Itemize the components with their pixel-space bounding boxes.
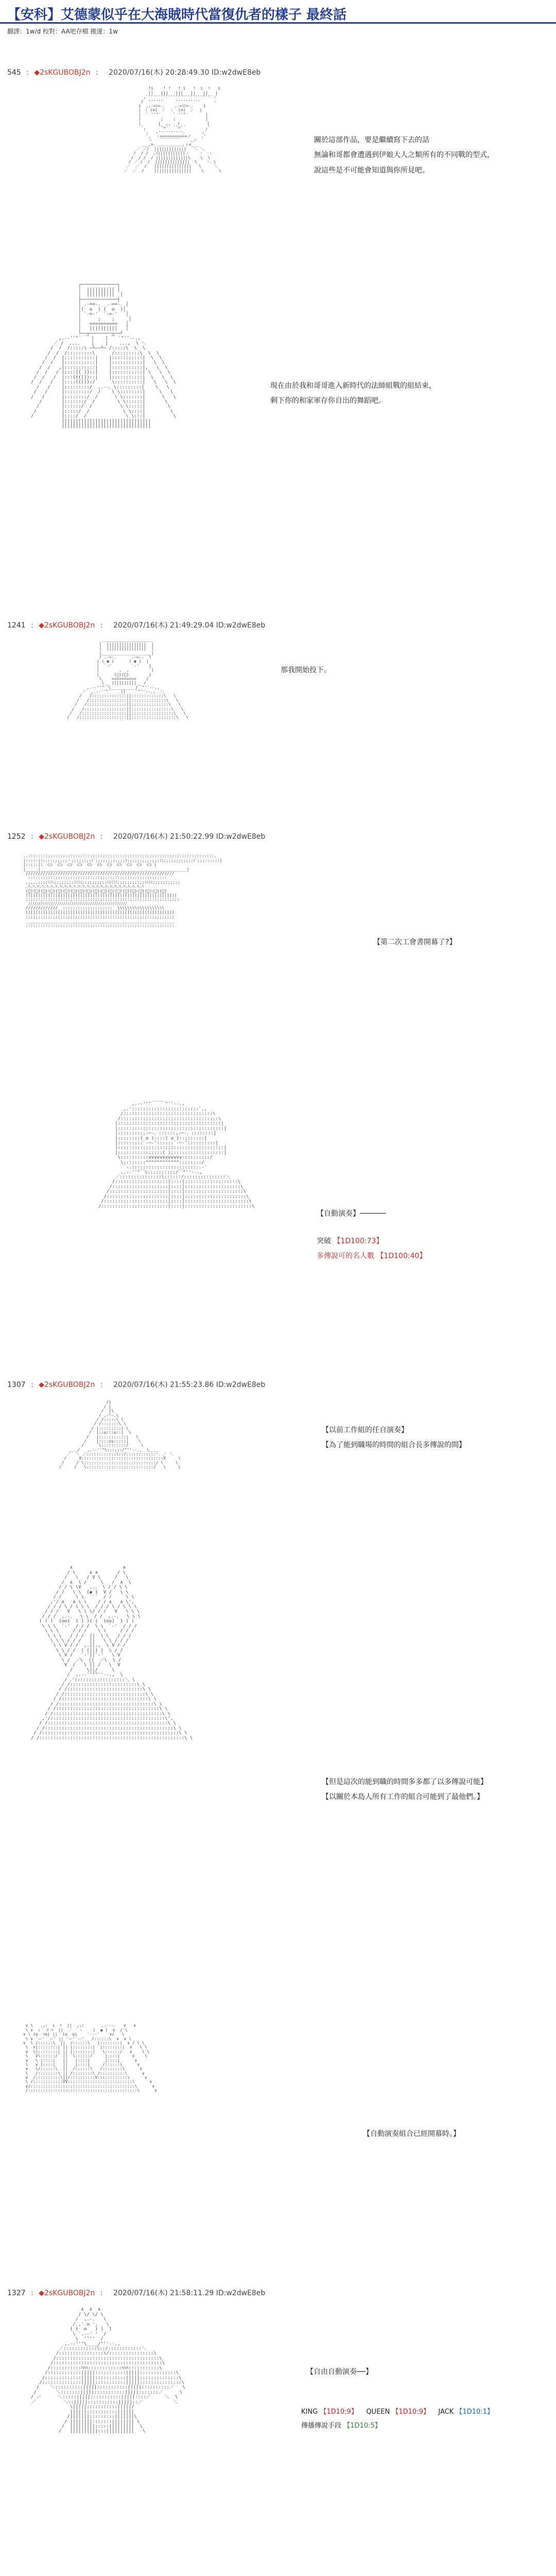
roll-value: 【1D10:9】: [392, 2408, 430, 2416]
separator: :: [95, 69, 98, 77]
separator: :: [100, 833, 103, 841]
speech-line: 無論和哥都會遭遇到伊娘大人之類所有的不同戰的型式，: [314, 151, 494, 160]
speech-block: [301, 2405, 494, 2433]
post-header: [7, 831, 265, 841]
speech-block: [322, 1423, 466, 1453]
separator: :: [31, 833, 33, 841]
roll-label: QUEEN: [366, 2408, 390, 2416]
separator: :: [31, 1381, 33, 1389]
speech-block: [281, 663, 331, 678]
post-number[interactable]: 1307: [7, 1381, 26, 1389]
ascii-art-portrait-1: !i ! ! ! i ! i ! i || ||| ||| || || | ,ﾞ''''''''''''''''''''''''''ヽ / '''''' '''''''''' ヽ i .,-=ﾆ=-、 ,-=ﾆﾆ=-. i | 〈 (⊙) 〉 〈 (⊙) 〉 | | ` ''"´ ` ''"´ | | ; ; | | ( ,、 ) | ', `'='´ `'='´ ,' ', ,-‐‐‐‐‐‐‐‐-、 ,' ', ヽ===========ノ ,' ヽ ￣￣￣￣￣ ,ノ ___,>、＿＿＿＿＿＿,ィ<___ ／ ／/ ||||||||||||| ＼ ＼ / / / ,ｲ|||||||||||ヽ ヽ ヽ / / / / |||||||||||||\ \ \ / ／ / / |||||||||||||| \ ＼ \ ／ ／ / ||||||||||||||| \ ＼ ／ ／ / ||||||||||||||| \ \: [124, 86, 221, 173]
ascii-art-battle-figure: ∧ ∧ / \ ∧ ∧ / \ / \ / V \ / \ / ∧ \ / \ / ∧ \ / / \ \V ,.、 \ / / \ \ / / \ \ (◉ ) V / \ \ / / \ \ `'´ / / \ \ ,'/ ∧ ∧ \ \ / / ∧ ∧ \', / / / \ / \ \ \ / / / \ / \ \ \ / / / V \ \ \/ / / V \ \ \ / / / ,.-、 \ \ / / ,.-、 \ \ \ ( ( ( (◎◎) ) ) )( ( (◎◎) ) ) ) \ \ \ `-' / / / \ \ `-' / / / \ \ \ / / / \ \ / / / \ \ \ / / / || \ \ / / / \ \ \ / / / || \ \ / / / \ \ V / / ,.||., \ V / / \ \ / / ( (||) ) \ / / \ V / `-'||`-' \ V \ / ／\ || ／\ \ / V / \ || / \ V / \||/ \ / ,.-‐''""''‐-., \ / ／::::::::::::::::::＼ \ / /::::::::::::::::::::::::\ \ / /:::::::::::::::::::::::::::\ \ / /:::::::::::::::::::::::::::::\ \ / /:::::::::::::::::::::::::::::::\ \ / /::::::::::::::::::::::::::::::::::\ \ / /:::::::::::::::::::::::::::::::::::::\ \ / /:::::::::::::::::::::::::::::::::::::::\ \ ,'/:::::::::::::::::::::::::::::::::::::::::\', / /:::::::::::::::::::::::::::::::::::::::::::\ \ / /::::::::::::::::::::::::::::::::::::::::::::::\ \ / /:::::::::::::::::::::::::::::::::::::::::::::::::\ \ / /::::::::::::::::::::::::::::::::::::::::::::::::::::\ \: [31, 1565, 193, 1741]
roll-label: JACK: [438, 2408, 454, 2416]
ascii-art-hooded-figure: /| / | / |\ / ,-^-.\ / /:::::\ \ / /:::::::\ \ / |:::::::::| \ / |::◎:::◎::| \ / |:::::::::::| \ / |::::vv:::::| \ / \::::::::::/ \ ＿＿/ ,.-‐''"\::::::/"''‐-., \＿＿ ／ ＼ ／::::::::::::\::/::::::::::::＼ ／ ＼ / X:::::::::::::::::::::::::::::::::X \ / / \:::::::::::::::::::::::::::::/ \ \ / / \:::::::::::::::::::::::::::/ \ \: [59, 1400, 181, 1470]
speech-line: 【自動演奏組合已經開幕時。】: [363, 2130, 460, 2138]
ascii-art-group-scene: ∨ \ ,,ｨ i ﾊ || ,,ｨ ,.---. ∨ ∧ \ ∨ ｨ｀ ﾘ ﾊ || ／ ｀ヽ ( ◉ ) ∨ / \ ∨ \ (◎ ﾊ◎) || (◎ ◎) `---' ∨/ \ \ ∨ `ー' `ー' || `ー'`ー' /::::::\ ∨ ∧ \ ∨ \ /::::::\ || /::::::\ |::::::::| ∨ / \ \ \ ∨|::::::::| || |::::::::| |::::::::| ∨ \ \ ∨ \|::::::::| || |::::::::| \::::::/ ∨ \ \ \ ∨\::::::/ || \::::::/ |::::| ∨ \ ∨ \ |::::| || |::::| |::::| ∨ \ ∨ |::::| || |::::| /::::::\ ∨ ∨ \/::::::\ || /::::::\ /::::::::\ ∨ \ /::::::::\ || /::::::::\ /::::::::::\ ∨ ∨ /::::::::::\||/::::::::::V::::::::::::\ ∨ \ /::::::::::::VV::::::::::::::::::::::::::\ ∨ ∨/::::::::::::::::::::::::::::::::::::::::::\ ∨ /::::::::::::::::::::::::::::::::::::::::::::\ ∨: [23, 2023, 157, 2093]
post-number[interactable]: 1252: [7, 833, 26, 841]
poster-name: 2sKGUBOBJ2n: [44, 2289, 95, 2297]
speech-block: [317, 1234, 426, 1264]
separator: :: [100, 1381, 103, 1389]
speech-block: [306, 2365, 373, 2380]
separator: :: [100, 2289, 103, 2297]
roll-value: 【1D10:1】: [456, 2408, 494, 2416]
separator: :: [31, 2289, 33, 2297]
roll-value: 【1D10:9】: [320, 2408, 358, 2416]
speech-block: [373, 935, 456, 950]
speech-line: 多傳說可的名人數 【1D100:40】: [317, 1252, 427, 1261]
separator: :: [100, 621, 103, 630]
roll-label: KING: [301, 2408, 318, 2416]
post-header: [7, 67, 260, 77]
ascii-art-figure-2: ┌─────────────┐ │ |||||||||| │ │ |||||||||| │ ├─────────────┤ │ .-==-. .-==-. │ │( ◎ ) ( ◎ )│ │ `-=-' `-=-' │ │ ; ; │ │ ========== │ │ |||||||||| │ └──┬────────┬──┘ ,.-‐''"´ ￣ | | ￣ `"''‐-., ／ / ,... | | ..., \ ＼ / / /:::::\ ―┴――┴― /:::::\ \ \ / / /:::::::::\ /:::::::::\ \ \ / / |:::::::::::| |:::::::::::| \ \ / / |:::::::::::| |:::::::::::| \ \ / / ,|:::::::::::| |:::::::::::|, \ \ / / / |::::(( ))::| |:::::::::::| \ \ \ / / / |:::(((())::| |:::::::::::| \ \ \ / / / |::::((()):/ \::::::::::| \ \ \ / / |:::::::::/ ,.-‐、\:::::::::| \ \ / / |:::::::::/ / \ \::::::::| \ \ / / |::::::::/ / \ \:::::::| \ \ / |:::::::/ / \ \::::::| \ / |::::::/ / \ \:::::| \ / |:::::/ / \ \::::| \ / |::::/ / \ \:::| \ |||||||||||||||||||||||||||||||| ||||||||||||||||||||||||||||||||: [31, 282, 176, 429]
trip-diamond: ◆: [34, 69, 40, 77]
speech-line: 剩下你的和家軍存你自出的舞蹈吧。: [270, 397, 386, 405]
ascii-art-portrait-3: ____________________ | |||||||||||||||| | | |||||||||||||||| | |____________________| / .-=-. .-=-. \ | ( ◉ ) ( ◉ ) | | `-' `-' | | , , | | (ﾟ)(ﾟ) | \ ========== / \ |||||||||| / ,.-‐''"￣\__________/￣"''‐-., ／ ,.-‐''"´ || `"''‐-., ＼ / /::::::::::::::||:::::::::::::\ \ / /:::::::::::::::||::::::::::::::\ \ / /::::::::::::::::||:::::::::::::::\ \ / /:::::::::::::::::||::::::::::::::::\ \ / /::::::::::::::::::||:::::::::::::::::\ \ / /:::::::::::::::::::||::::::::::::::::::\ \: [67, 637, 189, 720]
poster-name: 2sKGUBOBJ2n: [44, 621, 95, 630]
ascii-art-skull-figure: ,.-‐''"￣￣￣"''‐-., ,.'::::::::::::::::::::::::`., /::::::::::::::::::::::::::::::::\ /:::::::::::::::::::::::::::::::::::\ |:::::::::::::::::::::::::::::::::::::| |::::::::::::::::::::::::::::::::::::::| |:::::::::,-─-、::::::,-─-、::::::::| |::::::::( ◎ )::::( ◎ ):::::::::| |:::::::::`-─-'::::::`-─-'::::::::::| |:::::::::::::::::;;;::::::::::::::::::| |::::::::::::::::( );::::::::::::::::::| \::::::::::vvvvvvvvvvvv::::::::::/ \::::::::^^^^^^^^^^^^::::::::/ `-.::::::::::::::::::::::::.-' ,.-‐''"￣\::::::::::/￣"''‐-., ／:::::::::::::::\::::::/:::::::::::::::＼ /:::::::::::::::::::|::::|:::::::::::::::::::\ /::::::::::::::::::::|::::|::::::::::::::::::::\ /:::::::::::::::::::::|::::|:::::::::::::::::::::\ /::::::::::::::::::::::|::::|::::::::::::::::::::::\ /:::::::::::::::::::::::|::::|:::::::::::::::::::::::\ /::::::::::::::::::::::::|::::|::::::::::::::::::::::::\: [98, 1101, 255, 1209]
speech-line: 現在由於我和哥哥進入新時代的法師組戰的組結束，: [270, 382, 436, 390]
post-date: 2020/07/16(木) 20:28:49.30 ID:w2dwE8eb: [109, 69, 261, 77]
trip-diamond: ◆: [39, 621, 45, 630]
speech-line: 【為了能到職場的時間的組合長多傳說的間】: [322, 1441, 466, 1450]
speech-block: [322, 1775, 488, 1805]
trip-diamond: ◆: [39, 1381, 45, 1389]
speech-line: 說這些是不可能會知道與你所見吧。: [314, 166, 429, 175]
poster-name: 2sKGUBOBJ2n: [40, 69, 91, 77]
separator: :: [26, 69, 29, 77]
trip-diamond: ◆: [39, 833, 45, 841]
post-date: 2020/07/16(木) 21:50:22.99 ID:w2dwE8eb: [113, 833, 266, 841]
trip-diamond: ◆: [39, 2289, 45, 2297]
roll-label: 突破: [317, 1237, 331, 1245]
post-header: [7, 2287, 265, 2298]
post-number[interactable]: 1241: [7, 621, 26, 630]
speech-block: [317, 1207, 386, 1222]
speech-block: [270, 379, 436, 409]
roll-label: 傳播傳說手段: [301, 2422, 342, 2430]
speech-line: 【以關於本島人所有工作的組合可能到了最他們。】: [322, 1793, 484, 1802]
page-title: 【安科】艾德蒙似乎在大海賊時代當復仇者的樣子 最終話: [7, 7, 347, 23]
post-header: [7, 620, 265, 630]
post-number[interactable]: 1327: [7, 2289, 26, 2297]
speech-line: 【以前工作組的任自演奏】: [322, 1426, 408, 1434]
ascii-art-crowd-scene: ..:::::::::::::::::::::::::::::::::::::::::::::::::::::::::::::::::::::::::::. |:::::|ﾐ:::::;;;;;ヽ;;;;;;;;ﾄﾞ;;;;;;;;;;;;ﾘ;;;;;;;;;;;;;ﾐﾐ;;;;;;;;;;;;ﾄﾞ;;;::::::| |:::::|ﾐ ⊂⊃ ⊂⊃ ⊂⊃ ⊂⊃ ⊂⊃ ⊂⊃ ⊂⊃ ⊂⊃ ⊂⊃ ⊂⊃ ⊂⊃ | |_____|___________________________________________________________| //////////////////////////////////////////////////////////// :::::::::::::::::::::::::::::::::::::::::::::::::::::::: ,,,,,;;;;ﾐﾐﾐ;;;;;;;;ﾐﾐﾐﾐ;;;;;;;;;;ﾐﾐﾐﾐﾐ;;;;;;;;;;;ﾐﾐﾐﾐ;;;;;;;;;;; .ﾊ.ﾊ.ﾊ.ﾊ.ﾊ.ﾊ.ﾊ.ﾊ.ﾊ.ﾊ.ﾊ.ﾊ.ﾊ.ﾊ.ﾊ.ﾊ.ﾊ.ﾊ.ﾊ.ﾊ.ﾊ.ﾊ.ﾊ.ﾊ.ﾊ.ﾊ (ﾟ)(ﾟ)(ﾟ)(ﾟ)(ﾟ)(ﾟ)(ﾟ)(ﾟ)(ﾟ)(ﾟ)(ﾟ)(ﾟ)(ﾟ)(ﾟ)(ﾟ)(ﾟ)(ﾟ)(ﾟ)(ﾟ) ||||||||||||||||||||||||||||||||||||||||||||||||||||||||||||| ;:;:;:;:;:;:;:;:;:;:;:;:;:;:;:;:;:;:;:;:;:;:;:;:;:;:;:;:;:;:;: ﾉﾉﾉﾉﾉﾉﾉﾉﾉﾉﾉﾉﾉﾉﾉﾉﾉﾉﾉﾉﾉﾉﾉﾉﾉﾉﾉﾉﾉﾉﾉﾉﾉﾉﾉﾉﾉﾉﾉﾉﾉﾉﾉﾉﾉﾉﾉﾉ ///////////// :::::::::::::::::::: \\\\\\\\\\\\\\\\\\\ |||||||||||||||||||||||||||||||||||||||||||||||||||||||||||| ;;;;;;;;;;;;;;;;;;;;;;;;;;;;;;;;;;;;;;;;;;;;;;;;;;;;;;;;;;;; ____________________________________________________________ ::::::::::::::::::::::::::::::::::::::::::::::::::::::::::::: [23, 854, 222, 928]
speech-line: 【自動演奏】──────: [317, 1210, 386, 1218]
post-date: 2020/07/16(木) 21:49:29.04 ID:w2dwE8eb: [113, 621, 266, 630]
credits-line: 翻譯：1w/d 校對：AA吧存檔 搬運：1w: [7, 28, 118, 35]
speech-line: 那我開始投下。: [281, 666, 331, 674]
speech-line: 【第二次工會書開幕了?】: [373, 938, 457, 946]
post-header: [7, 1379, 265, 1389]
speech-line: 【自由自動演奏──】: [306, 2368, 373, 2376]
speech-line: 【但是這次的能到職的時間多多都了以多傳說可能】: [322, 1778, 488, 1786]
post-date: 2020/07/16(木) 21:58:11.29 ID:w2dwE8eb: [113, 2289, 266, 2297]
roll-value: 【1D100:73】: [333, 1237, 384, 1245]
speech-block: [314, 133, 494, 178]
ascii-art-final-figure: ∧ ∧ ∧ / \/ \/ \ / ,.-. \ / ,' ◎ ', \ ( ( ◎ ) ) ) \ `.--' ' / \ '''' / ,.-‐''"\____/"''‐-., ／::::::::::::\::/::::::::::::＼ /::::::::::::::::\/::::::::::::::::\ /:::::::::::::::::::::::::::::::::::::\ /:::::::::::::::::::::::::::::::::::::::\ /:::::::::::ﾊﾊﾊ::::::::::::ﾊﾊﾊ:::::::::::\ /::::::::::::|||||:::::::::::|||||:::::::::::::\ /:::::::::::::|||||:::::::::::|||||::::::::::::::\ /::::::::::::::|||||:::::::::::|||||:::::::::::::::\ / ＼::::::::::|||||:::::::::::|||||::::::::::／ \ / ＼:::::::|||||:::::::::::|||||:::::::／ \ / ／ ＼:::::|||||:::::::::::|||||::::／ ＼ \ ／ ＼::|||||:::::::::::|||||::／ ＼ \|||||:::::::::::|||||/ ||||||:::::::::::|||||| /|||||||:::::::::|||||||\ / ||||||||:::::::|||||||| \ / |||||||||:::::||||||||| \ / ||||||||||:::|||||||||| \: [31, 2307, 185, 2434]
speech-block: [363, 2127, 460, 2142]
poster-name: 2sKGUBOBJ2n: [44, 833, 95, 841]
post-date: 2020/07/16(木) 21:55:23.86 ID:w2dwE8eb: [113, 1381, 266, 1389]
separator: :: [31, 621, 33, 630]
speech-line: 關於這部作品，要是繼續寫下去的話: [314, 136, 429, 144]
roll-value: 【1D10:5】: [343, 2422, 381, 2430]
post-number[interactable]: 545: [7, 69, 21, 77]
poster-name: 2sKGUBOBJ2n: [44, 1381, 95, 1389]
title-bar: [0, 0, 556, 24]
